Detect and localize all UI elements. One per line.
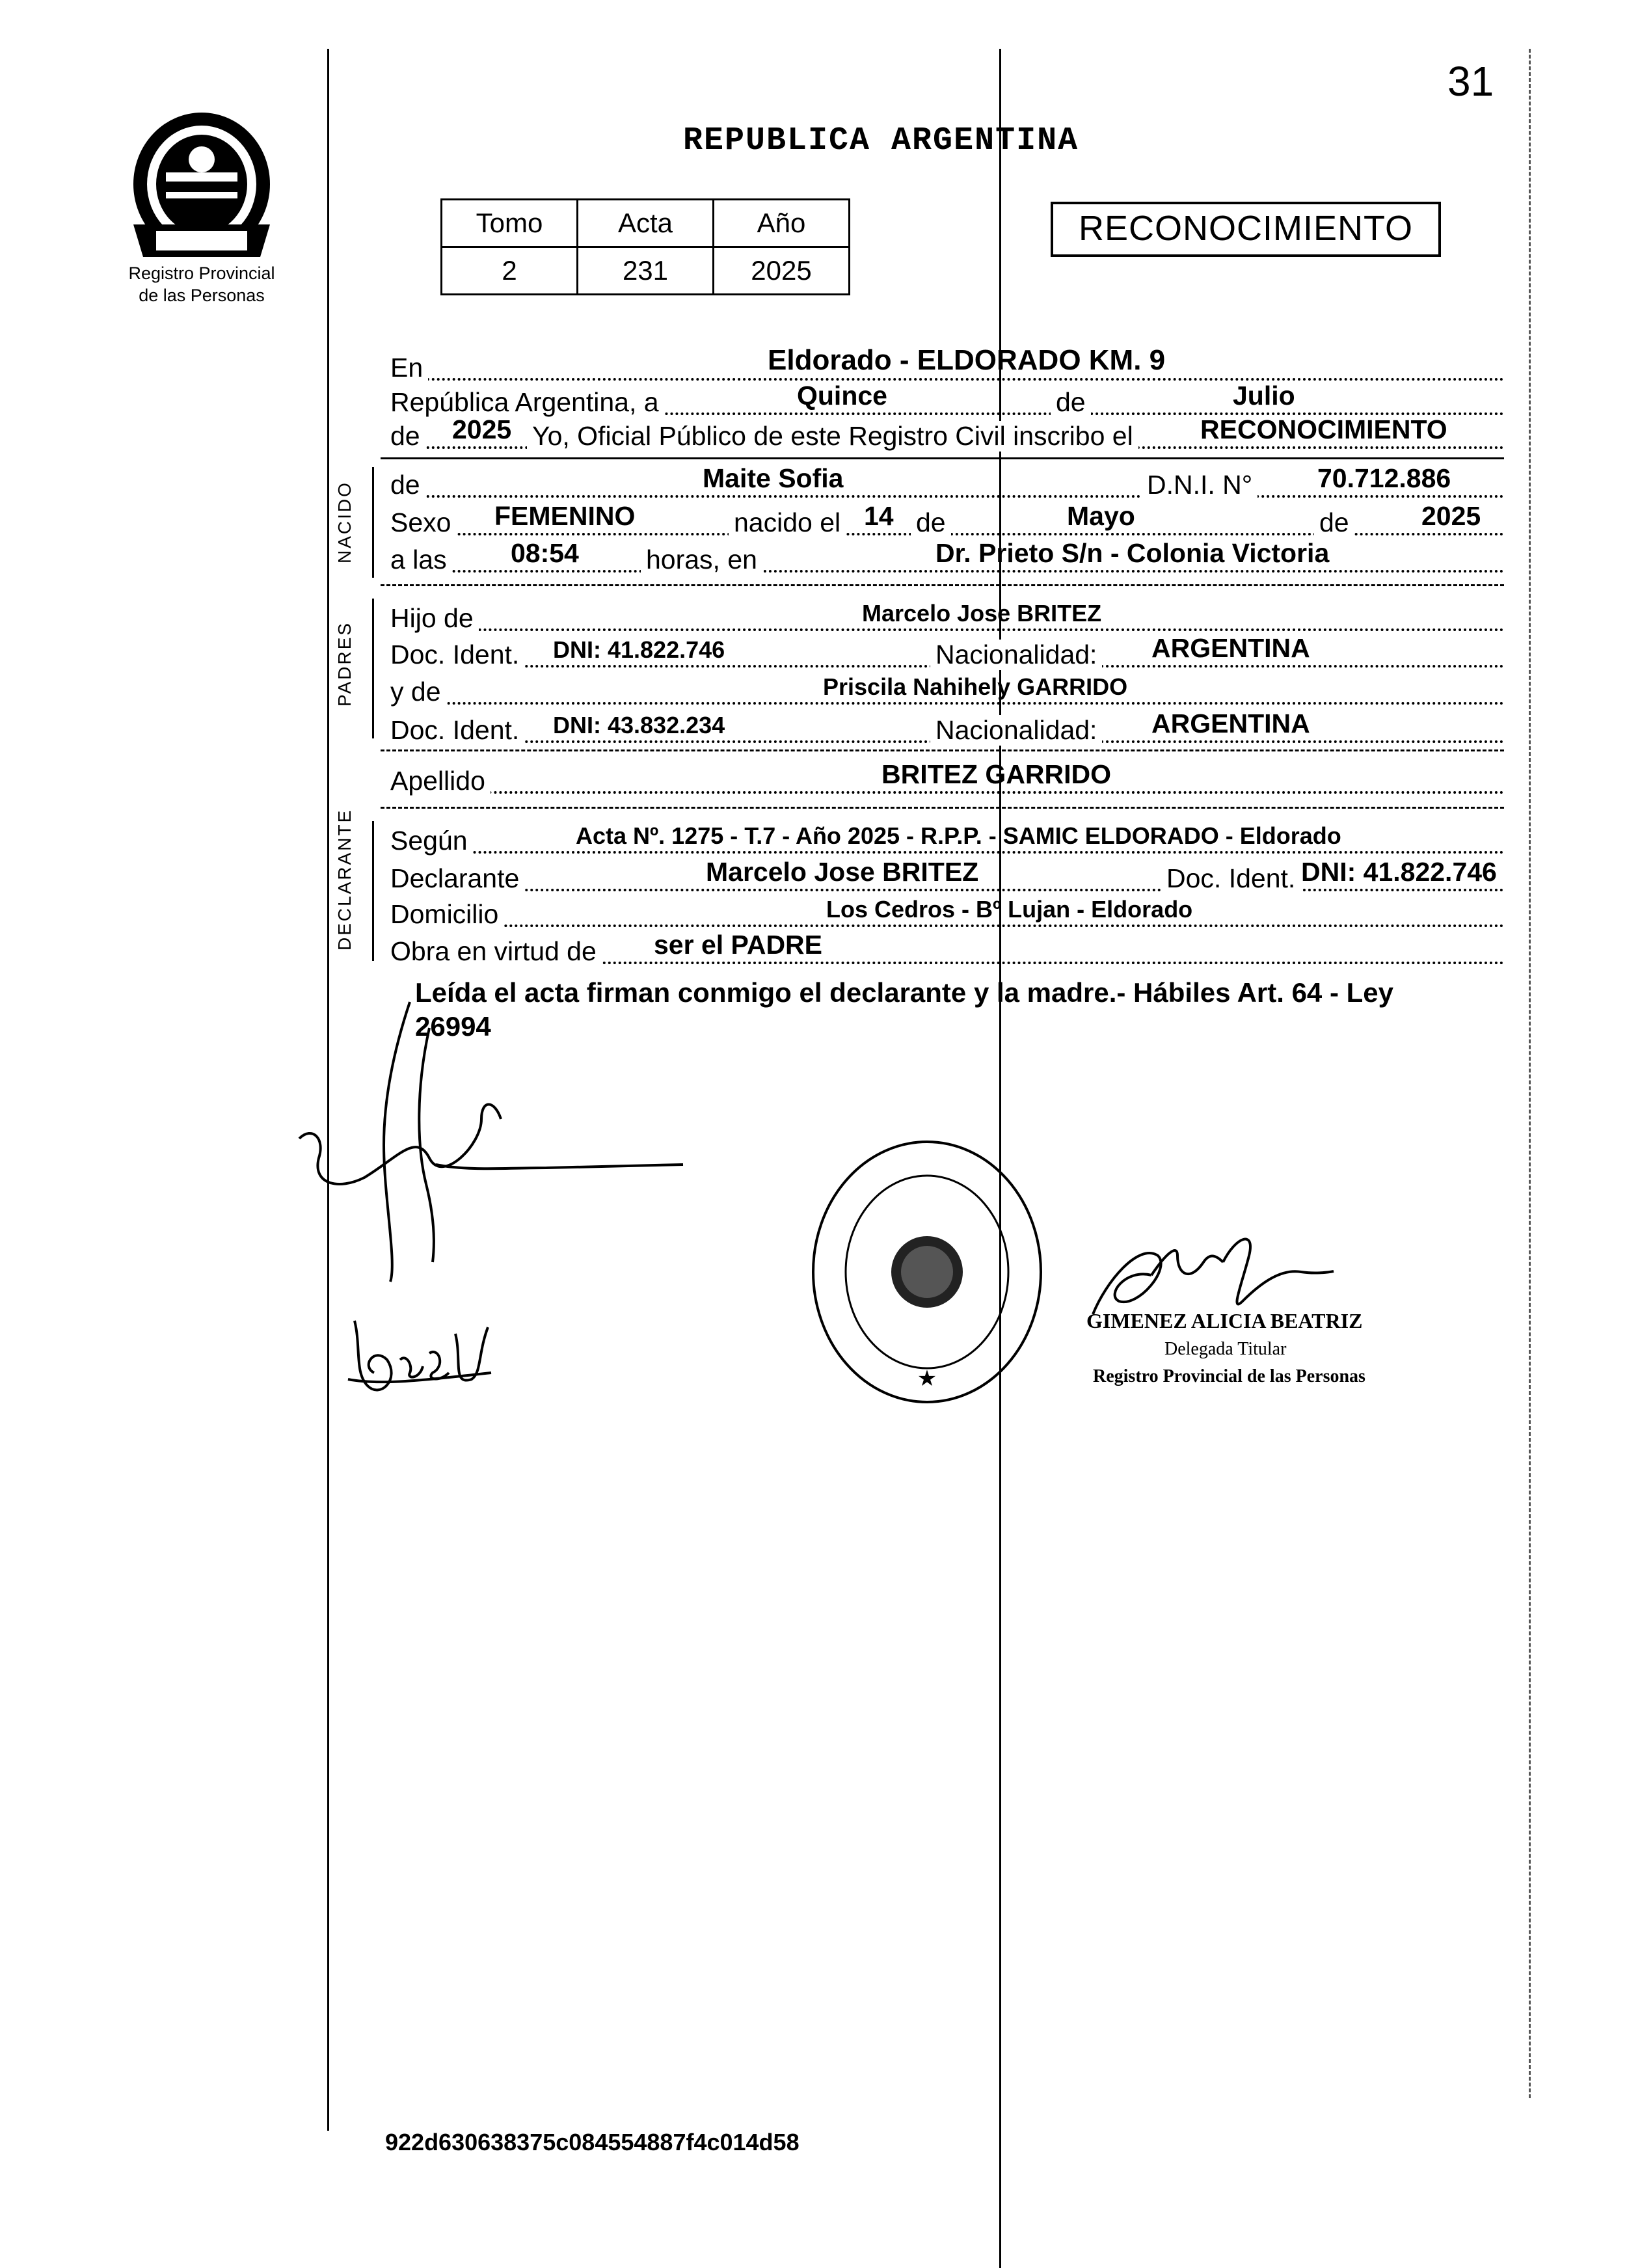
record-table-header: Tomo [442,200,578,247]
field-lugar: Eldorado - ELDORADO KM. 9 [768,344,1166,376]
record-table-header: Acta [578,200,714,247]
dotted-line [390,495,1504,498]
signature-scribble-icon [286,989,690,1288]
signature-scribble-icon [342,1308,498,1405]
label-nacido-el: nacido el [729,507,846,538]
row-madre-doc [390,710,1504,748]
crest-caption-line1: Registro Provincial [128,263,275,283]
label-nacionalidad: Nacionalidad: [930,640,1102,670]
field-mes: Julio [1233,381,1295,411]
official-name: GIMENEZ ALICIA BEATRIZ [1086,1309,1363,1332]
field-madre: Priscila Nahihely GARRIDO [823,673,1128,700]
label-horas-en: horas, en [641,545,762,575]
label-y-de: y de [390,677,446,707]
label-de-mes: de [1051,387,1091,418]
label-segun: Según [390,826,473,856]
record-table-header: Año [714,200,850,247]
mother-signature [342,1308,498,1405]
record-table-header-row [442,200,850,247]
label-declarante: Declarante [390,863,524,894]
label-de-anio: de [390,421,425,452]
official-office: Registro Provincial de las Personas [1093,1366,1365,1386]
label-en: En [390,353,428,383]
label-hijo-de: Hijo de [390,603,479,634]
label-apellido: Apellido [390,766,491,796]
field-anio-nac: 2025 [1421,501,1481,531]
record-table-cell: 2 [442,247,578,295]
dotted-line [390,702,1504,705]
misiones-crest-icon [120,107,283,263]
section-bracket [372,599,374,738]
section-divider [381,457,1504,459]
field-mes-nac: Mayo [1067,501,1135,531]
field-padre: Marcelo Jose BRITEZ [862,600,1102,627]
dotted-line [390,628,1504,631]
section-divider [381,807,1504,809]
row-apellido [390,761,1504,799]
page-number: 31 [1447,58,1494,105]
row-en-virtud [390,932,1504,969]
field-nombre: Maite Sofia [703,463,844,493]
dotted-line [390,378,1504,381]
section-divider [381,584,1504,586]
province-crest [120,107,283,263]
record-table-value-row [442,247,850,295]
label-de-anio-nac: de [1314,507,1354,538]
field-dia: Quince [797,381,887,411]
label-doc-ident: Doc. Ident. [390,640,524,670]
svg-text:★: ★ [917,1366,937,1392]
closing-text-line2: 26994 [415,1011,491,1042]
field-lugar-nac: Dr. Prieto S/n - Colonia Victoria [935,538,1330,568]
field-declarante-doc: DNI: 41.822.746 [1301,857,1497,887]
section-label-nacido: NACIDO [334,481,355,563]
page-title: REPUBLICA ARGENTINA [683,122,1079,159]
label-yo-oficial: Yo, Oficial Público de este Registro Civil inscribo el [527,421,1138,452]
label-de-mes-nac: de [911,507,951,538]
dotted-line [390,791,1504,794]
official-title: Delegada Titular [1164,1339,1287,1359]
label-nacionalidad: Nacionalidad: [930,715,1102,746]
field-domicilio: Los Cedros - Bº Lujan - Eldorado [826,896,1193,923]
field-segun: Acta Nº. 1275 - T.7 - Año 2025 - R.P.P. - SAMIC ELDORADO - Eldorado [576,822,1341,849]
field-madre-nac: ARGENTINA [1151,709,1310,738]
label-doc-ident: Doc. Ident. [390,715,524,746]
field-en-virtud: ser el PADRE [654,930,823,960]
right-margin-line [1529,49,1531,2098]
row-declarante [390,859,1504,897]
record-table [440,198,850,295]
field-anio: 2025 [452,414,512,444]
field-dia-nac: 14 [864,501,894,531]
dotted-line [390,851,1504,854]
record-table-cell: 231 [578,247,714,295]
field-sexo: FEMENINO [494,501,636,531]
row-segun [390,821,1504,859]
label-de-nombre: de [390,470,425,500]
crest-caption [107,262,296,306]
field-apellido: BRITEZ GARRIDO [881,759,1112,789]
label-obra-en-virtud: Obra en virtud de [390,936,602,967]
row-lugar [390,344,1504,386]
label-dni-no: D.N.I. N° [1142,470,1257,500]
row-padre-doc [390,635,1504,673]
stamp-seal-icon [807,1135,1047,1409]
record-table-cell: 2025 [714,247,850,295]
field-padre-doc: DNI: 41.822.746 [553,636,725,663]
section-bracket [372,821,374,961]
document-type-box: RECONOCIMIENTO [1051,202,1441,257]
row-madre [390,672,1504,710]
label-doc-ident: Doc. Ident. [1161,863,1300,894]
dotted-line [390,889,1504,891]
section-bracket [372,467,374,578]
section-label-padres: PADRES [334,621,355,707]
dotted-line [390,925,1504,927]
official-stamp [807,1135,1047,1409]
label-sexo: Sexo [390,507,456,538]
label-domicilio: Domicilio [390,899,504,930]
row-domicilio [390,895,1504,932]
section-label-declarante: DECLARANTE [334,808,355,951]
row-acto [390,416,1504,454]
field-madre-doc: DNI: 43.832.234 [553,712,725,738]
closing-text-line1: Leída el acta firman conmigo el declarante y la madre.- Hábiles Art. 64 - Ley [415,977,1393,1008]
field-padre-nac: ARGENTINA [1151,633,1310,663]
document-hash: 922d630638375c084554887f4c014d58 [385,2129,800,2155]
field-dni: 70.712.886 [1317,463,1451,493]
field-acto: RECONOCIMIENTO [1200,414,1447,444]
row-padre [390,599,1504,636]
field-hora: 08:54 [511,538,579,568]
dotted-line [390,570,1504,573]
field-declarante: Marcelo Jose BRITEZ [706,857,979,887]
row-hora [390,540,1504,578]
row-sexo [390,503,1504,541]
label-a-las: a las [390,545,452,575]
row-nombre [390,465,1504,503]
declarant-signature [286,989,690,1288]
label-republica-a: República Argentina, a [390,387,664,418]
section-divider [381,749,1504,751]
crest-caption-line2: de las Personas [139,286,265,305]
